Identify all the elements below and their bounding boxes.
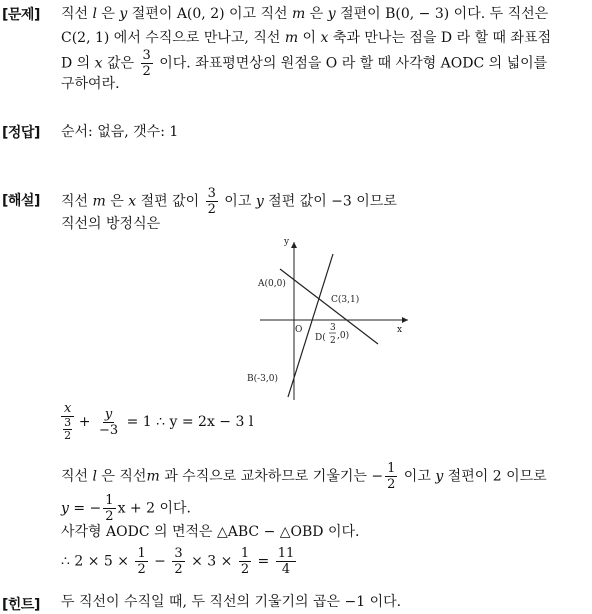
point-b-label: B(-3,0) xyxy=(247,374,278,384)
problem-line-3: D 의 x 값은 $\frac{3}{2}$ 이다. 좌표평면상의 원점을 O 라 할 때 사각형 AODC 의 넓이를 xyxy=(61,48,548,79)
point-d-den: 2 xyxy=(330,336,336,346)
fraction-x-over-three-halves: x 3 2 xyxy=(61,402,74,442)
y-axis-label: y xyxy=(284,237,290,247)
problem-label: [문제] xyxy=(2,7,40,23)
fraction: $\frac{11}{4}$ xyxy=(277,546,295,577)
explanation-line-6: ∴ 2 × 5 × $\frac{1}{2}$ − $\frac{3}{2}$ × 3 × $\frac{1}{2}$ = $\frac{11}{4}$ xyxy=(61,546,295,577)
point-a-label: A(0,0) xyxy=(258,279,286,289)
fraction: $\frac{1}{2}$ xyxy=(137,546,146,577)
fraction: $\frac{1}{2}$ xyxy=(240,546,250,577)
fraction: $\frac{1}{2}$ xyxy=(387,461,396,492)
hint-text: 두 직선이 수직일 때, 두 직선의 기울기의 곱은 −1 이다. xyxy=(61,594,402,610)
fraction: $\frac{1}{2}$ xyxy=(105,493,114,524)
fraction: $\frac{3}{2}$ xyxy=(207,186,216,217)
equation-line-1: x 3 2 + $\frac{y}{-3}$ = 1 ∴ y = 2x − 3 l xyxy=(61,402,253,442)
point-d-num: 3 xyxy=(330,323,336,333)
point-d-label-suffix: ,0) xyxy=(337,331,350,341)
point-d-label-prefix: D( xyxy=(315,333,326,343)
problem-line-1: 직선 l 은 y 절편이 A(0, 2) 이고 직선 m 은 y 절편이 B(0, − 3) 이다. 두 직선은 xyxy=(61,6,549,22)
problem-line-2: C(2, 1) 에서 수직으로 만나고, 직선 m 이 x 축과 만나는 점을 D 라 할 때 좌표점 xyxy=(61,30,552,46)
explanation-label: [해설] xyxy=(2,193,40,209)
origin-label: O xyxy=(295,325,303,335)
point-c-label: C(3,1) xyxy=(331,295,360,305)
fraction: $\frac{3}{2}$ xyxy=(142,48,151,79)
problem-line-4: 구하여라. xyxy=(61,76,120,92)
explanation-line-2: 직선의 방정식은 xyxy=(61,216,161,232)
explanation-line-5: 사각형 AODC 의 면적은 △ABC − △OBD 이다. xyxy=(61,524,360,540)
x-axis-label: x xyxy=(397,325,403,335)
answer-label: [정답] xyxy=(2,125,40,141)
hint-label: [힌트] xyxy=(2,597,40,613)
explanation-line-3: 직선 l 은 직선m 과 수직으로 교차하므로 기울기는 − $\frac{1}{2}$ 이고 y 절편이 2 이므로 xyxy=(61,461,547,492)
x-axis-arrow-icon xyxy=(402,317,408,323)
fraction: $\frac{3}{2}$ xyxy=(174,546,183,577)
explanation-line-4: y = − $\frac{1}{2}$ x + 2 이다. xyxy=(61,493,191,524)
fraction-y-over-minus-three: $\frac{y}{-3}$ xyxy=(98,406,119,438)
answer-text: 순서: 없음, 갯수: 1 xyxy=(61,124,179,140)
coordinate-graph xyxy=(240,232,410,402)
y-axis-arrow-icon xyxy=(291,242,297,248)
explanation-line-1: 직선 m 은 x 절편 값이 $\frac{3}{2}$ 이고 y 절편 값이 −3 이므로 xyxy=(61,186,397,217)
